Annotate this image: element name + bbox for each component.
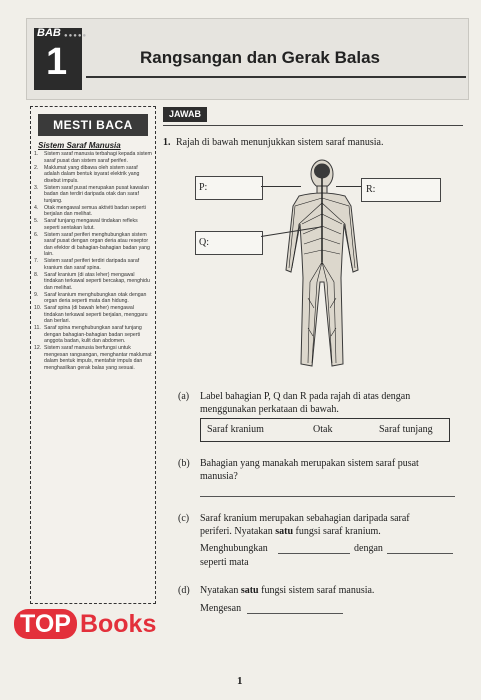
bab-dots: ●●●●● [64,33,88,39]
word-saraf-tunjang: Saraf tunjang [379,424,433,435]
note-item [34,185,152,205]
note-number: 3. [34,184,39,191]
logo-top: TOP [14,609,77,639]
note-item [34,165,152,185]
note-item [34,292,152,305]
panel-title: MESTI BACA [38,114,148,136]
question-text: Rajah di bawah menunjukkan sistem saraf manusia. [176,137,384,148]
word-otak: Otak [313,424,333,435]
answer-line-b[interactable] [200,496,455,497]
jawab-label: JAWAB [163,107,207,122]
bab-label: BAB [37,27,61,39]
note-text: Sistem saraf manusia terbahagi kepada sistem saraf pusat dan sistem saraf periferi. [44,151,152,164]
note-number: 8. [34,271,39,278]
note-item [34,218,152,231]
question-number: 1. [163,137,171,148]
note-text: Sistem saraf periferi menghubungkan sistem saraf pusat dengan organ deria atau reseptor dan efektor di bahagian-bahagian badan yang lain. [44,231,150,257]
note-text: Sistem saraf periferi terdiri daripada saraf kranium dan saraf spina. [44,258,140,271]
brain-shape [314,164,330,179]
d-text-c: fungsi sistem saraf manusia. [258,585,375,596]
c-text-bold: satu [275,526,294,537]
leader-line-p [261,186,301,187]
chapter-number: 1 [46,41,68,83]
part-c-line2 [200,525,381,538]
note-text: Otak mengawal semua aktiviti badan seperti berjalan dan melihat. [44,204,146,217]
chapter-badge [34,27,88,90]
c-text-a: periferi. Nyatakan [200,526,276,537]
part-d-line1 [200,584,374,597]
label-q: Q: [199,237,209,248]
leader-line-r [336,186,361,187]
note-number: 9. [34,291,39,298]
logo-books: Books [79,610,157,638]
note-text: Sistem saraf pusat merupakan pusat kawalan badan dan terdiri daripada otak dan saraf tunjang. [44,184,149,204]
note-text: Saraf spina menghubungkan saraf tunjang dengan bahagian-bahagian badan seperti anggota badan, kulit dan abdomen. [44,325,142,344]
note-item [34,325,152,345]
jawab-rule [163,125,463,126]
note-text: Maklumat yang dibawa oleh sistem saraf adalah dalam bentuk isyarat elektrik yang disebut impuls. [44,164,140,184]
d-text-a: Nyatakan [200,585,241,596]
label-box-r[interactable] [361,178,441,202]
header-rule [86,76,466,78]
note-item [34,151,152,164]
word-bank [200,418,450,442]
part-d-line2: Mengesan [200,603,242,614]
note-number: 10. [34,305,42,311]
note-text: Saraf kranium (di atas leher) mengawal tindakan terkawal seperti bercakap, menghidu dan melihat. [44,271,150,291]
part-c-line3-mid: dengan [354,543,383,554]
part-a-number: (a) [178,391,190,402]
part-b-line2: manusia? [200,471,238,482]
part-c-number: (c) [178,513,190,524]
label-box-q[interactable] [195,231,263,255]
d-text-bold: satu [240,585,259,596]
note-item [34,258,152,271]
note-number: 1. [34,151,39,157]
panel-subtitle: Sistem Saraf Manusia [38,141,121,150]
note-item [34,205,152,218]
note-text: Saraf tunjang mengawal tindakan refleks seperti sentakan lutut. [44,218,138,231]
c-text-c: fungsi saraf kranium. [293,526,381,537]
chapter-title: Rangsangan dan Gerak Balas [140,48,380,67]
note-number: 6. [34,231,39,238]
part-c-line1: Saraf kranium merupakan sebahagian daripada saraf [200,513,410,524]
note-item [34,232,152,258]
note-text: Sistem saraf manusia berfungsi untuk mengesan rangsangan, menghantar maklumat dalam bentuk impuls, mentafsir impuls dan menghasilkan gerak balas yang sesuai. [44,345,152,371]
answer-blank-c2[interactable] [387,553,453,554]
note-text: Saraf spina (di bawah leher) mengawal tindakan terkawal seperti berjalan, menggaru dan berlari. [44,305,148,324]
part-d-number: (d) [178,585,190,596]
label-p: P: [199,182,208,193]
note-item [34,305,152,325]
note-number: 4. [34,204,39,211]
note-number: 7. [34,258,39,264]
answer-blank-c1[interactable] [278,553,350,554]
note-number: 11. [34,325,41,331]
note-item [34,345,152,371]
word-saraf-kranium: Saraf kranium [207,424,264,435]
answer-blank-d[interactable] [247,613,343,614]
note-number: 2. [34,164,39,171]
label-box-p[interactable] [195,176,263,200]
part-c-line4: seperti mata [200,557,249,568]
part-a-line2: menggunakan perkataan di bawah. [200,404,339,415]
note-number: 5. [34,218,39,224]
part-c-line3-start: Menghubungkan [200,543,268,554]
label-r: R: [366,184,376,195]
part-a-line1: Label bahagian P, Q dan R pada rajah di atas dengan [200,391,411,402]
note-number: 12. [34,345,42,351]
note-item [34,272,152,292]
note-text: Saraf kranium menghubungkan otak dengan organ deria seperti mata dan hidung. [44,291,147,304]
notes-list [34,151,152,372]
part-b-number: (b) [178,458,190,469]
part-b-line1: Bahagian yang manakah merupakan sistem saraf pusat [200,458,419,469]
page-number: 1 [237,675,243,687]
topbooks-logo [14,610,156,639]
